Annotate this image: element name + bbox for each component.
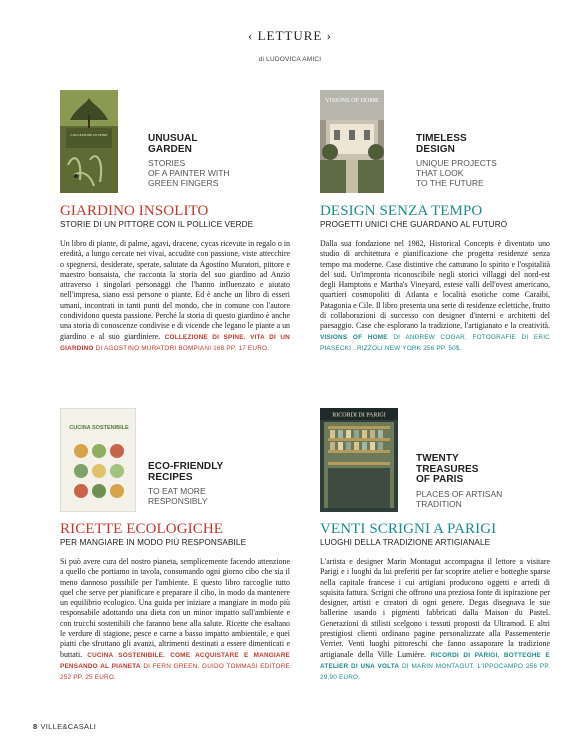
book-cover-ricordi-di-parigi	[320, 408, 398, 512]
teaser	[148, 134, 288, 188]
teaser	[416, 134, 556, 188]
teaser-subtitle: PLACES OF ARTISAN TRADITION	[416, 488, 503, 509]
page-header	[0, 28, 580, 63]
book-credit: DI AGOSTINO MURATORI BOMPIANI 168 PP. 17 EURO.	[95, 344, 270, 352]
article-headline: DESIGN SENZA TEMPO	[320, 203, 483, 219]
book-title-credit: CUCINA SOSTENIBILE. COME ACQUISTARE E MANGIARE PENSANDO AL PIANETA	[60, 651, 290, 670]
article-giardino-insolito	[60, 90, 290, 354]
cover-title: VISIONS OF HOME	[325, 97, 379, 104]
cover-title: RICORDI DI PARIGI	[332, 412, 386, 419]
cover-title: COLLEZIONE DI SPINE	[70, 133, 108, 137]
teaser-title: ECO-FRIENDLY RECIPES	[148, 461, 224, 483]
article-subhead: PROGETTI UNICI CHE GUARDANO AL FUTURO	[320, 220, 508, 229]
article-ricette-ecologiche	[60, 408, 290, 684]
teaser-subtitle: STORIES OF A PAINTER WITH GREEN FINGERS	[148, 158, 230, 188]
book-cover-cucina-sostenibile	[60, 408, 136, 512]
book-title-credit: COLLEZIONE DI SPINE. VITA DI UN GIARDINO	[60, 333, 290, 352]
page-number: 8	[33, 722, 38, 731]
book-cover-visions-of-home	[320, 90, 384, 193]
article-subhead: STORIE DI UN PITTORE CON IL POLLICE VERDE	[60, 220, 254, 229]
article-body: Un libro di piante, di palme, agavi, dracene, cycas ricevute in regalo o in eredità, a lungo cercate nei vivai, accudite con passione, viste attecchire o spegnersi, desiderate, sperate, salutate da Agostino Muratori, pittore e maestro bonsaista, che racconta la storia del suo giardino ad Anzio attraverso i singolari personaggi che l'hanno influenzato e aiutato nell'impresa, siano essi persone o piante. Ed è anche un libro di esseri umani, incontrati in tanti punti del mondo, che in comune con l'autore condividono questa passione. Perché la storia di questo giardino è anche una storia di conoscenze condivise e di vicende che legano le piante a un giardino e al suo giardiniere. COLLEZIONE DI SPINE. VITA DI UN GIARDINO DI AGOSTINO MURATORI BOMPIANI 168 PP. 17 EURO.	[60, 239, 290, 352]
magazine-name: VILLE&CASALI	[40, 722, 97, 731]
article-design-senza-tempo	[320, 90, 550, 354]
article-headline: GIARDINO INSOLITO	[60, 203, 209, 219]
article-headline: RICETTE ECOLOGICHE	[60, 521, 224, 537]
teaser	[148, 462, 288, 506]
teaser-title: TIMELESS DESIGN	[416, 133, 467, 155]
book-credit: DI FERN GREEN. GUIDO TOMMASI EDITORE 252 PP. 25 EURO.	[60, 662, 290, 682]
teaser-title: TWENTY TREASURES OF PARIS	[416, 453, 479, 485]
section-title: ‹ LETTURE ›	[248, 28, 332, 43]
article-subhead: PER MANGIARE IN MODO PIÙ RESPONSABILE	[60, 538, 247, 547]
book-title-credit: RICORDI DI PARIGI. BOTTEGHE E ATELIER DI UNA VOLTA	[320, 651, 550, 670]
teaser-subtitle: UNIQUE PROJECTS THAT LOOK TO THE FUTURE	[416, 158, 497, 188]
teaser-subtitle: TO EAT MORE RESPONSIBLY	[148, 486, 208, 506]
page-footer	[33, 722, 96, 731]
book-credit: DI MARIN MONTAGUT. L'IPPOCAMPO 256 PP. 29,90 EURO.	[320, 662, 550, 682]
author-byline: di LUDOVICA AMICI	[258, 56, 322, 63]
article-headline: VENTI SCRIGNI A PARIGI	[320, 521, 497, 537]
teaser	[416, 454, 556, 509]
teaser-title: UNUSUAL GARDEN	[148, 133, 198, 155]
cover-title: CUCINA SOSTENIBILE	[69, 425, 129, 431]
book-credit: DI ANDREW COGAR, FOTOGRAFIE DI ERIC PIASECKI . RIZZOLI NEW YORK 256 PP. 50$.	[320, 333, 550, 352]
article-subhead: LUOGHI DELLA TRADIZIONE ARTIGIANALE	[320, 538, 491, 547]
article-body: Dalla sua fondazione nel 1982, Historical Concepts è diventato uno studio di architettura e pianificazione che progetta residenze senza tempo ma moderne. Case distintive che catturano lo spirito e l'ospitalità del sud. Un'impronta riconoscibile negli storici villaggi del nord-est degli Hamptons e Martha's Vineyard, estese valli dell'ovest americano, quartieri cosmopoliti di Atlanta e località esotiche come Caraibi, Patagonia e Cile. Il libro presenta una serie di residenze eclettiche, frutto di collaborazioni di successo con designer d'interni e architetti del paesaggio. Case che esplorano la tradizione, l'artigianato e la creatività. VISIONS OF HOME DI ANDREW COGAR, FOTOGRAFIE DI ERIC PIASECKI . RIZZOLI NEW YORK 256 PP. 50$.	[320, 239, 550, 352]
book-cover-collezione-di-spine	[60, 90, 118, 193]
article-venti-scrigni	[320, 408, 550, 684]
book-title-credit: VISIONS OF HOME	[320, 333, 388, 341]
article-body: Si può avere cura del nostro pianeta, semplicemente facendo attenzione a quello che portiamo in tavola, consumando ogni giorno cibo che sia il meno dannoso possibile per l'ambiente. E questo libro raccoglie tutto quel che serve per pianificare e preparare il cibo, in modo da mantenere un equilibrio ecologico. Una guida per iniziare a mangiare in modo più responsabile adottando una dieta con un minor impatto sull'ambiente e con trucchi sostenibili che faranno bene alla salute. Ricette che esaltano le verdure di stagione, pesce e carne a basso impatto ambientale, e quei piatti che sfruttano gli avanzi, altrimenti destinati a essere dimenticati e buttati. CUCINA SOSTENIBILE. COME ACQUISTARE E MANGIARE PENSANDO AL PIANETA DI FERN GREEN. GUIDO TOMMASI EDITORE 252 PP. 25 EURO.	[60, 557, 290, 682]
article-body: L'artista e designer Marin Montagut accompagna il lettore a visitare Parigi e i luoghi da lui preferiti per far scoprire atelier e botteghe sparse nella capitale francese i cui artigiani producono oggetti e arredi di squisita fattura. Scrigni che offrono una preziosa fonte di ispirazione per designer, artisti e creatori di ogni genere. Degas disegnava le sue ballerine usando i pigmenti fabbricati dalla Maison du Pastel. Generazioni di stilisti scelgono i tessuti proposti da Ultramod. E altri prestigiosi clienti ordinano pagine personalizzate alla Passementerie Verrier. Venti luoghi pittoreschi che fanno assaporare la tradizione artigianale della Ville Lumière. RICORDI DI PARIGI. BOTTEGHE E ATELIER DI UNA VOLTA DI MARIN MONTAGUT. L'IPPOCAMPO 256 PP. 29,90 EURO.	[320, 557, 550, 682]
